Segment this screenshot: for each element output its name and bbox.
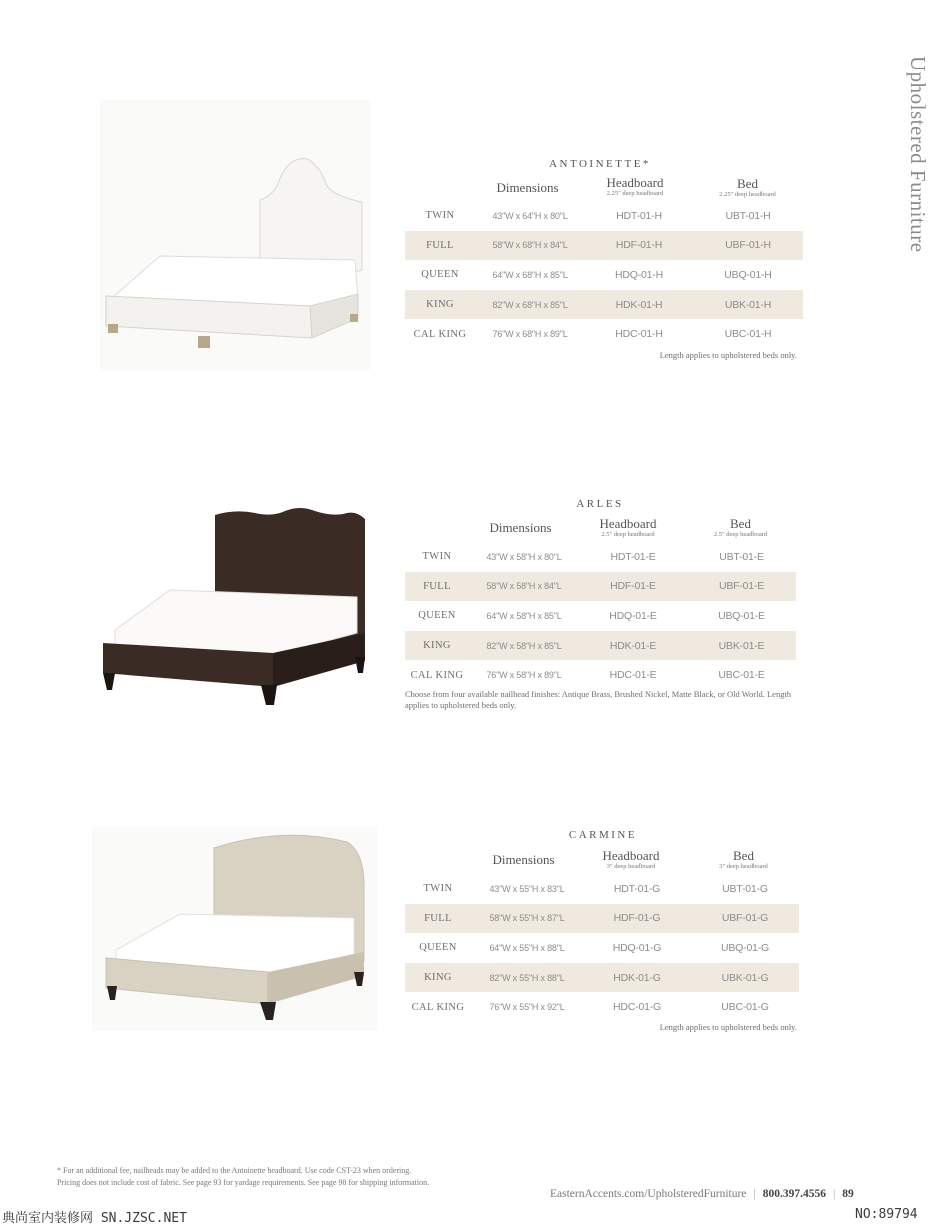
headboard-code: HDT-01-E — [610, 550, 656, 563]
size-cell: KING — [405, 631, 469, 661]
headboard-code: HDC-01-H — [615, 328, 663, 341]
bed-code: UBF-01-E — [687, 572, 796, 602]
page-number: 89 — [842, 1188, 854, 1200]
product-name: ANTOINETTE* — [549, 158, 651, 170]
bed-code: UBC-01-E — [718, 669, 765, 682]
bed-code: UBC-01-G — [721, 1001, 769, 1014]
size-cell: KING — [405, 290, 475, 320]
dimensions-cell: 58"W x 68"H x 84"L — [475, 231, 585, 261]
dimensions-cell: 76"W x 58"H x 89"L — [486, 670, 562, 681]
dimensions-cell: 82"W x 58"H x 85"L — [469, 631, 579, 661]
page-footer — [550, 1188, 854, 1200]
table-row — [405, 260, 803, 290]
footer-phone: 800.397.4556 — [762, 1188, 826, 1200]
footer-divider: | — [832, 1188, 836, 1200]
dimensions-cell: 64"W x 55"H x 88"L — [489, 942, 565, 953]
arles-size-table — [405, 542, 796, 690]
size-cell: CAL KING — [410, 669, 464, 681]
table-row — [405, 874, 799, 904]
size-cell: FULL — [405, 231, 475, 261]
bed-code: UBQ-01-E — [718, 609, 765, 622]
product-note: Length applies to upholstered beds only. — [659, 1022, 797, 1032]
table-row — [405, 963, 799, 993]
bed-code: UBT-01-H — [725, 209, 771, 222]
bed-header: Bed 2.25" deep headboard — [719, 176, 776, 198]
footnote-nailheads: * For an additional fee, nailheads may be added to the Antoinette headboard. Use code CST-23 when ordering. — [57, 1166, 412, 1175]
size-cell: QUEEN — [419, 942, 457, 954]
bed-code: UBT-01-E — [719, 550, 764, 563]
headboard-header: Headboard 2.5" deep headboard — [599, 516, 657, 538]
table-row — [405, 231, 803, 261]
dimensions-cell: 76"W x 55"H x 92"L — [489, 1002, 565, 1013]
bed-code: UBK-01-G — [691, 963, 799, 993]
size-cell: TWIN — [425, 210, 455, 222]
headboard-code: HDC-01-G — [613, 1001, 661, 1014]
headboard-code: HDQ-01-E — [609, 609, 657, 622]
dimensions-header: Dimensions — [492, 852, 555, 867]
table-row — [405, 631, 796, 661]
dimensions-cell: 43"W x 55"H x 83"L — [489, 883, 565, 894]
bed-code: UBC-01-H — [724, 328, 772, 341]
dimensions-cell: 82"W x 55"H x 88"L — [471, 963, 583, 993]
product-note: Length applies to upholstered beds only. — [659, 350, 797, 360]
dimensions-cell: 43"W x 58"H x 80"L — [486, 551, 562, 562]
table-row — [405, 201, 803, 231]
carmine-bed-image — [92, 826, 377, 1031]
size-cell: FULL — [405, 904, 471, 934]
size-cell: KING — [405, 963, 471, 993]
table-row — [405, 933, 799, 963]
headboard-code: HDQ-01-H — [615, 268, 663, 281]
size-cell: CAL KING — [411, 1001, 465, 1013]
carmine-size-table — [405, 874, 799, 1022]
headboard-code: HDF-01-E — [579, 572, 687, 602]
headboard-code: HDQ-01-G — [612, 941, 662, 954]
headboard-code: HDK-01-G — [583, 963, 691, 993]
headboard-code: HDK-01-H — [585, 290, 693, 320]
table-row — [405, 904, 799, 934]
headboard-code: HDC-01-E — [609, 669, 657, 682]
bed-code: UBF-01-H — [693, 231, 803, 261]
bed-code: UBK-01-E — [687, 631, 796, 661]
size-cell: TWIN — [422, 551, 452, 563]
size-cell: QUEEN — [418, 610, 456, 622]
footnotes — [57, 1165, 429, 1189]
table-row — [405, 992, 799, 1022]
table-row — [405, 601, 796, 631]
headboard-header: Headboard 2.25" deep headboard — [606, 175, 664, 197]
bed-code: UBT-01-G — [722, 882, 768, 895]
product-note: Choose from four available nailhead finishes: Antique Brass, Brushed Nickel, Matte Black, or Old World. Length applies to upholstered beds only. — [405, 689, 792, 710]
headboard-code: HDT-01-G — [613, 882, 661, 895]
dimensions-cell: 58"W x 58"H x 84"L — [469, 572, 579, 602]
headboard-header: Headboard 3" deep headboard — [602, 848, 660, 870]
section-title: Upholstered Furniture — [906, 56, 930, 253]
size-cell: FULL — [405, 572, 469, 602]
size-cell: TWIN — [423, 883, 453, 895]
arles-bed-image — [95, 505, 375, 710]
watermark-right: NO:89794 — [855, 1207, 918, 1222]
bed-code: UBQ-01-G — [721, 941, 769, 954]
dimensions-cell: 82"W x 68"H x 85"L — [475, 290, 585, 320]
product-name: CARMINE — [568, 829, 638, 841]
footer-divider: | — [753, 1188, 756, 1200]
headboard-code: HDF-01-H — [585, 231, 693, 261]
antoinette-size-table — [405, 201, 803, 349]
table-row — [405, 319, 803, 349]
bed-code: UBQ-01-H — [724, 268, 772, 281]
headboard-code: HDT-01-H — [616, 209, 662, 222]
dimensions-cell: 43"W x 64"H x 80"L — [492, 210, 568, 221]
bed-code: UBF-01-G — [691, 904, 799, 934]
dimensions-cell: 64"W x 68"H x 85"L — [492, 269, 568, 280]
table-row — [405, 572, 796, 602]
watermark-left: 典尚室内装修网 SN.JZSC.NET — [2, 1211, 187, 1226]
size-cell: CAL KING — [413, 328, 467, 340]
bed-header: Bed 3" deep headboard — [719, 848, 768, 870]
dimensions-header: Dimensions — [489, 520, 552, 535]
dimensions-cell: 64"W x 58"H x 85"L — [486, 610, 562, 621]
bed-header: Bed 2.5" deep headboard — [713, 516, 768, 538]
headboard-code: HDK-01-E — [579, 631, 687, 661]
dimensions-cell: 58"W x 55"H x 87"L — [471, 904, 583, 934]
bed-code: UBK-01-H — [693, 290, 803, 320]
size-cell: QUEEN — [421, 269, 459, 281]
table-row — [405, 290, 803, 320]
headboard-code: HDF-01-G — [583, 904, 691, 934]
product-name: ARLES — [576, 498, 624, 510]
dimensions-header: Dimensions — [496, 180, 559, 195]
footnote-pricing: Pricing does not include cost of fabric. See page 93 for yardage requirements. See page 98 for shipping information. — [57, 1178, 430, 1187]
table-row — [405, 660, 796, 690]
table-row — [405, 542, 796, 572]
footer-url[interactable]: EasternAccents.com/UpholsteredFurniture — [550, 1188, 747, 1200]
antoinette-bed-image — [100, 100, 370, 370]
dimensions-cell: 76"W x 68"H x 89"L — [492, 329, 568, 340]
